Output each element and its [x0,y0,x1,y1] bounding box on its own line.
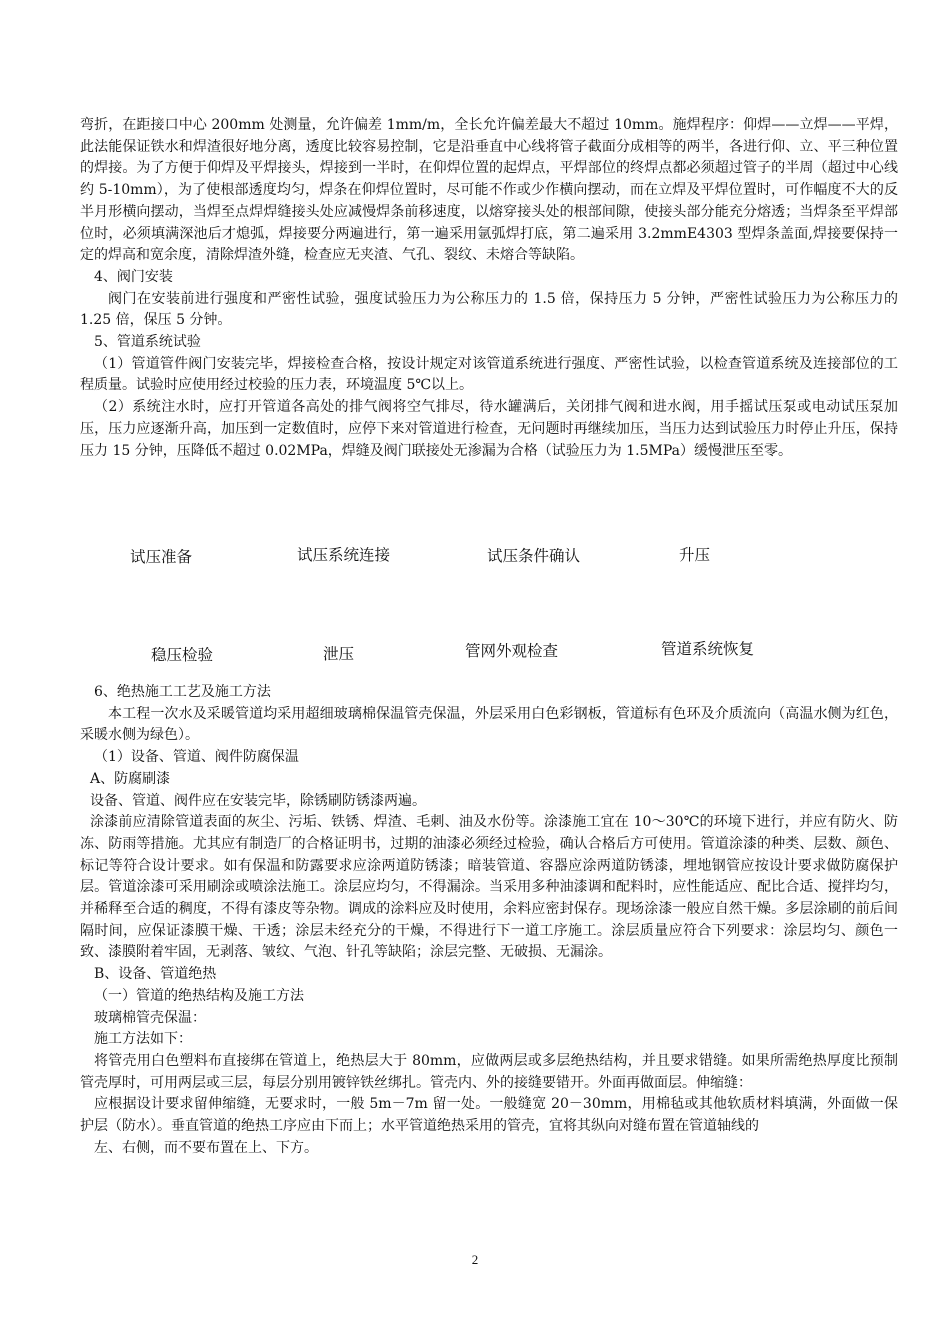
flow-step-system-restoration: 管道系统恢复 [661,640,755,658]
paragraph-insulation-overview: 本工程一次水及采暖管道均采用超细玻璃棉保温管壳保温，外层采用白色彩钢板，管道标有色环及介质流向（高温水侧为红色，采暖水侧为绿色）。 [80,705,898,744]
paragraph-glass-wool-shell: 玻璃棉管壳保温： [94,1009,206,1026]
paragraph-painting-requirements: 涂漆前应清除管道表面的灰尘、污垢、铁锈、焊渣、毛刺、油及水份等。涂漆施工宜在 10～30℃的环境下进行，并应有防火、防冻、防雨等措施。尤其应有制造厂的合格证明书，过期的油漆必须经过检验，确认合格后方可使用。管道涂漆的种类、层数、颜色、标记等符合设计要求。如有保温和防露要求应涂两道防锈漆；暗装管道、容器应涂两道防锈漆，埋地钢管应按设计要求做防腐保护层。管道涂漆可采用刷涂或喷涂法施工。涂层应均匀，不得漏涂。当采用多种油漆调和配料时，应性能适应、配比合适、搅拌均匀，并稀释至合适的稠度，不得有漆皮等杂物。调成的涂料应及时使用，余料应密封保存。现场涂漆一般应自然干燥。多层涂刷的前后间隔时间，应保证漆膜干燥、干透；涂层未经充分的干燥，不得进行下一道工序施工。涂层质量应符合下列要求：涂层均匀、颜色一致、漆膜附着牢固，无剥落、皱纹、气泡、针孔等缺陷；涂层完整、无破损、无漏涂。 [80,814,898,961]
text-block-top [80,115,898,462]
heading-anticorrosion-painting: A、防腐刷漆 [90,770,171,787]
page-number: 2 [471,1252,479,1267]
heading-piping-system-test: 5、管道系统试验 [94,334,201,351]
text-block-bottom [80,682,898,1159]
flow-step-depressurize: 泄压 [323,645,355,663]
flow-step-test-condition-check: 试压条件确认 [487,547,581,565]
paragraph-rust-paint: 设备、管道、阀件应在安装完毕，除锈刷防锈漆两遍。 [90,792,426,809]
paragraph-welding-procedure: 弯折，在距接口中心 200mm 处测量，允许偏差 1mm/m，全长允许偏差最大不超过 10mm。施焊程序：仰焊——立焊——平焊，此法能保证铁水和焊渣很好地分离，透度比较容易控制，它是沿垂直中心线将管子截面分成相等的两半，各进行仰、立、平三种位置的焊接。为了方便于仰焊及平焊接头，焊接到一半时，在仰焊位置的起焊点，平焊部位的终焊点都必须超过管子的半周（超过中心线约 5-10mm），为了使根部透度均匀，焊条在仰焊位置时，尽可能不作或少作横向摆动，而在立焊及平焊位置时，可作幅度不大的反半月形横向摆动，当焊至点焊焊缝接头处应减慢焊条前移速度，以熔穿接头处的根部间隙，使接头部分能充分熔透；当焊条至平焊部位时，必须填满深池后才熄弧，焊接要分两遍进行，第一遍采用氩弧焊打底，第二遍采用 3.2mmE4303 型焊条盖面,焊接要保持一定的焊高和宽余度，清除焊渣外缝，检查应无夹渣、气孔、裂纹、未熔合等缺陷。 [80,117,898,264]
paragraph-expansion-joint: 应根据设计要求留伸缩缝，无要求时，一般 5m－7m 留一处。一般缝宽 20－30mm，用棉毡或其他软质材料填满，外面做一保护层（防水）。垂直管道的绝热工序应由下而上；水平管道绝热采用的管壳，宜将其纵向对缝布置在管道轴线的 [80,1096,898,1135]
paragraph-seam-position: 左、右侧，而不要布置在上、下方。 [94,1139,318,1156]
flow-step-stable-pressure-check: 稳压检验 [151,646,214,664]
flow-step-pipe-network-inspection: 管网外观检查 [465,642,559,660]
flow-step-pressurize: 升压 [679,546,711,564]
heading-valve-installation: 4、阀门安装 [94,268,173,285]
paragraph-shell-binding: 将管壳用白色塑料布直接绑在管道上，绝热层大于 80mm，应做两层或多层绝热结构，并且要求错缝。如果所需绝热厚度比预制管壳厚时，可用两层或三层，每层分别用镀锌铁丝绑扎。管壳内、外的接缝要错开。外面再做面层。伸缩缝： [80,1052,898,1091]
heading-insulation-method: 6、绝热施工工艺及施工方法 [94,684,271,700]
heading-anticorrosion-insulation: （1）设备、管道、阀件防腐保温 [94,749,299,766]
paragraph-method-intro: 施工方法如下： [94,1031,192,1048]
flow-step-test-preparation: 试压准备 [130,548,193,566]
paragraph-valve-test: 阀门在安装前进行强度和严密性试验，强度试验压力为公称压力的 1.5 倍，保持压力 5 分钟，严密性试验压力为公称压力的 1.25 倍，保压 5 分钟。 [80,290,898,329]
paragraph-test-item-2: （2）系统注水时，应打开管道各高处的排气阀将空气排尽，待水罐满后，关闭排气阀和进水阀，用手摇试压泵或电动试压泵加压，压力应逐渐升高，加压到一定数值时，应停下来对管道进行检查，无问题时再继续加压，当压力达到试验压力时停止升压，保持压力 15 分钟，压降低不超过 0.02MPa，焊缝及阀门联接处无渗漏为合格（试验压力为 1.5MPa）缓慢泄压至零。 [80,399,898,459]
heading-equipment-insulation: B、设备、管道绝热 [94,966,217,983]
heading-insulation-structure: （一）管道的绝热结构及施工方法 [94,987,304,1004]
flow-step-test-system-connection: 试压系统连接 [297,546,391,564]
paragraph-test-item-1: （1）管道管件阀门安装完毕，焊接检查合格，按设计规定对该管道系统进行强度、严密性试验，以检查管道系统及连接部位的工程质量。试验时应使用经过校验的压力表，环境温度 5℃以上。 [80,355,898,394]
